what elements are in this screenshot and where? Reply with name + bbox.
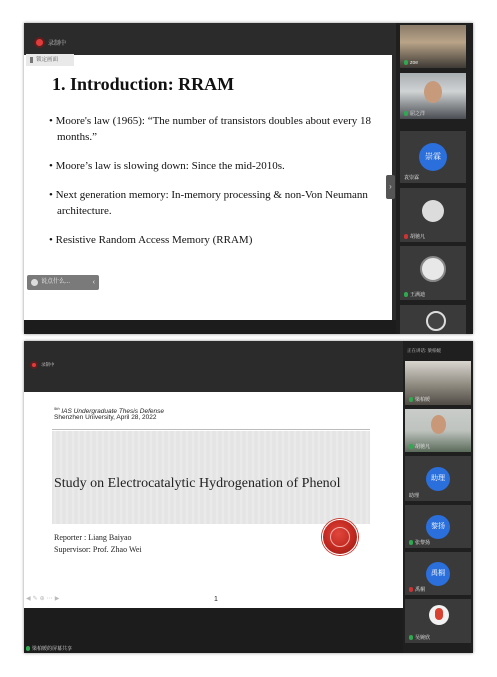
pin-icon — [30, 57, 33, 63]
mic-icon — [409, 540, 413, 545]
participant-name: 吴婉欣 — [409, 634, 430, 641]
participant-name: zoe — [404, 60, 418, 66]
menu-icon[interactable]: ⋯ — [46, 596, 55, 602]
bottom-bar — [24, 608, 403, 653]
participant-tile[interactable] — [400, 25, 466, 68]
avatar-badge: 禹桐 — [426, 562, 450, 586]
participants-panel — [403, 341, 473, 653]
mic-icon — [26, 646, 30, 651]
participants-panel — [396, 23, 473, 334]
event-name: IAS Undergraduate Thesis Defense — [61, 408, 164, 416]
face-shape — [431, 415, 446, 434]
mic-icon — [404, 292, 408, 297]
page-number: 1 — [214, 596, 218, 603]
participant-name: 屈之洋 — [404, 110, 425, 117]
participant-tile[interactable] — [405, 409, 471, 452]
participant-name: 袁崇霖 — [404, 175, 420, 181]
recording-indicator[interactable] — [34, 34, 66, 52]
avatar-badge: 崇霖 — [419, 143, 447, 171]
participant-name: 禹桐 — [409, 586, 425, 593]
next-icon[interactable]: ▶ — [54, 596, 62, 602]
meeting-screenshot-bottom — [24, 341, 473, 653]
shared-slide — [24, 392, 403, 608]
event-date: Shenzhen University, April 28, 2022 — [54, 414, 157, 421]
slide-bullet: • Resistive Random Access Memory (RRAM) — [49, 234, 253, 246]
slide-bullet: • Moore's law (1965): “The number of transistors doubles about every 18 months.” — [49, 115, 372, 143]
slide-title: 1. Introduction: RRAM — [52, 74, 235, 94]
pin-label: 锁定画面 — [36, 57, 59, 63]
participant-name: 王满迪 — [404, 291, 425, 298]
participant-tile[interactable] — [400, 246, 466, 300]
participant-tile[interactable] — [400, 131, 466, 183]
participant-tile[interactable] — [400, 188, 466, 242]
avatar — [429, 605, 449, 625]
record-icon — [30, 361, 38, 369]
mic-icon — [404, 60, 408, 65]
avatar-figure — [435, 608, 443, 620]
chevron-right-icon: › — [389, 182, 392, 191]
recording-label: 录制中 — [48, 41, 67, 48]
meeting-screenshot-top — [24, 23, 473, 334]
participant-tile[interactable] — [405, 599, 471, 643]
avatar-badge: 助理 — [426, 467, 450, 491]
mic-icon — [409, 635, 413, 640]
mic-off-icon — [409, 587, 413, 592]
participant-name: 张黎扬 — [409, 539, 430, 546]
recording-indicator[interactable] — [30, 356, 55, 374]
participant-tile[interactable] — [400, 73, 466, 119]
slide-title: Study on Electrocatalytic Hydrogenation of Phenol — [54, 476, 341, 491]
bottom-bar — [24, 320, 396, 334]
avatar — [426, 311, 446, 331]
face-shape — [424, 81, 442, 103]
participant-name: 助理 — [409, 493, 420, 499]
pin-view-button[interactable] — [26, 54, 74, 66]
participant-name: 胡驰凡 — [409, 443, 430, 450]
speaking-indicator: 正在讲话: 梁柏媛 — [407, 348, 441, 353]
supervisor-line: Supervisor: Prof. Zhao Wei — [54, 545, 142, 554]
slide-tools[interactable] — [26, 595, 61, 602]
mic-off-icon — [404, 234, 408, 239]
participant-tile[interactable] — [405, 361, 471, 405]
screen-share-label: 梁柏媛的屏幕共享 — [26, 645, 72, 652]
comment-placeholder: 说点什么... — [41, 279, 71, 285]
pen-icon[interactable]: ✎ — [32, 596, 40, 602]
participant-name: 梁柏媛 — [409, 396, 430, 403]
seal-ring — [330, 527, 350, 547]
participant-tile[interactable] — [405, 505, 471, 548]
prev-icon[interactable]: ◀ — [26, 596, 33, 602]
zoom-icon[interactable]: ⊕ — [39, 596, 47, 602]
record-icon — [34, 37, 45, 48]
participant-tile[interactable] — [400, 305, 466, 334]
mic-icon — [409, 397, 413, 402]
avatar-badge: 黎扬 — [426, 515, 450, 539]
slide-bullet: • Moore’s law is slowing down: Since the mid-2010s. — [49, 160, 285, 172]
avatar — [422, 200, 444, 222]
avatar — [420, 256, 446, 282]
participant-tile[interactable] — [405, 552, 471, 595]
mic-icon — [404, 111, 408, 116]
slide-bullets — [49, 113, 384, 259]
chevron-left-icon[interactable]: ‹ — [92, 279, 95, 286]
participant-name: 胡驰凡 — [404, 233, 425, 240]
comment-input[interactable] — [27, 275, 99, 290]
reporter-line: Reporter : Liang Baiyao — [54, 533, 132, 542]
user-avatar-icon — [31, 279, 38, 286]
event-ordinal: 5th — [54, 406, 60, 411]
mic-icon — [409, 444, 413, 449]
recording-label: 录制中 — [41, 361, 55, 367]
participant-tile[interactable] — [405, 456, 471, 501]
divider — [52, 429, 370, 430]
collapse-panel-handle[interactable] — [386, 175, 395, 199]
slide-bullet: • Next generation memory: In-memory processing & non-Von Neumann architecture. — [49, 189, 368, 217]
university-seal — [322, 519, 358, 555]
